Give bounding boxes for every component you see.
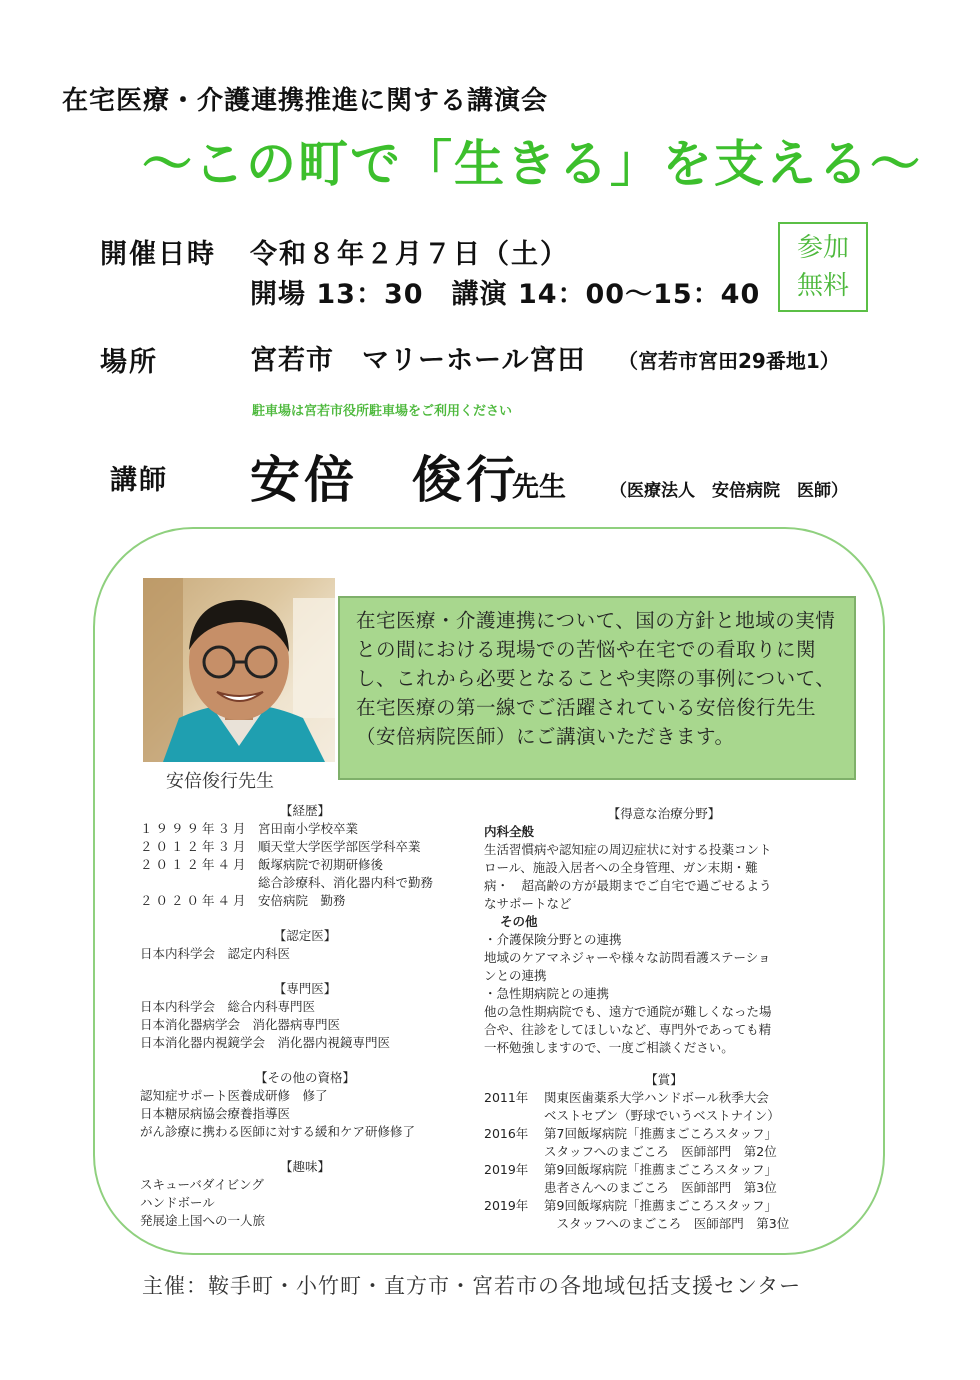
specialties-section: [484, 805, 844, 1057]
career-date: １９９９年３月: [140, 821, 249, 836]
specialist-item: 日本内科学会 総合内科専門医: [140, 999, 316, 1014]
award-line: スタッフへのまごころ 医師部門 第3位: [544, 1216, 790, 1231]
certified-item: 日本内科学会 認定内科医: [140, 946, 291, 961]
hobbies-section: [140, 1158, 470, 1230]
award-line: スタッフへのまごころ 医師部門 第2位: [544, 1144, 777, 1159]
specialty-line: 一杯勉強しますので、一度ご相談ください。: [484, 1040, 734, 1055]
event-date: 令和８年２月７日（土）: [250, 239, 569, 270]
photo-caption: 安倍俊行先生: [166, 771, 274, 792]
other-quals-item: 認知症サポート医養成研修 修了: [140, 1088, 328, 1103]
lecturer-name: 安倍 俊行: [250, 451, 520, 509]
specialty-line: ロール、施設入居者への全身管理、ガン末期・難: [484, 860, 758, 875]
event-title: ～この町で「生きる」を支える～: [142, 135, 922, 193]
other-quals-item: がん診療に携わる医師に対する緩和ケア研修修了: [140, 1124, 416, 1139]
hobby-item: ハンドボール: [140, 1195, 215, 1210]
hobbies-heading: 【趣味】: [279, 1159, 330, 1174]
other-quals-heading: 【その他の資格】: [254, 1070, 355, 1085]
event-subtitle: 在宅医療・介護連携推進に関する講演会: [62, 86, 549, 116]
specialty-line: なサポートなど: [484, 896, 572, 911]
specialist-item: 日本消化器内視鏡学会 消化器内視鏡専門医: [140, 1035, 391, 1050]
venue-label: 場所: [100, 347, 158, 378]
lecturer-photo: [143, 578, 335, 762]
venue-address: （宮若市宮田29番地1）: [618, 349, 840, 373]
career-text: 総合診療科、消化器内科で勤務: [258, 875, 434, 890]
career-heading: 【経歴】: [279, 803, 330, 818]
free-admission-badge: [778, 222, 868, 312]
award-year: 2019年: [484, 1162, 529, 1177]
certified-section: [140, 927, 470, 963]
internal-medicine-title: 内科全般: [484, 824, 535, 839]
date-label: 開催日時: [100, 239, 216, 270]
organizer: 主催：鞍手町・小竹町・直方市・宮若市の各地域包括支援センター: [142, 1274, 802, 1298]
award-year: 2019年: [484, 1198, 529, 1213]
specialty-line: 合や、往診をしてほしいなど、専門外であっても精: [484, 1022, 772, 1037]
lecturer-honorific: 先生: [512, 472, 566, 503]
specialty-line: 他の急性期病院でも、遠方で通院が難しくなった場: [484, 1004, 772, 1019]
career-date: ２０１２年４月: [140, 857, 249, 872]
award-year: 2011年: [484, 1090, 529, 1105]
intro-text: 在宅医療・介護連携について、国の方針と地域の実情との間における現場での苦悩や在宅での看取りに関し、これから必要となることや実際の事例について、在宅医療の第一線でご活躍されている安倍俊行先生（安倍病院医師）にご講演いただきます。: [356, 609, 836, 748]
award-line: 第9回飯塚病院「推薦まごころスタッフ」: [544, 1198, 777, 1213]
free-badge-line1: 参加: [796, 233, 849, 263]
career-text: 順天堂大学医学部医学科卒業: [258, 839, 421, 854]
specialist-item: 日本消化器病学会 消化器病専門医: [140, 1017, 341, 1032]
career-date: ２０２０年４月: [140, 893, 249, 908]
other-specialty-title: その他: [500, 914, 538, 929]
specialty-line: 生活習慣病や認知症の周辺症状に対する投薬コント: [484, 842, 772, 857]
career-date: [140, 874, 258, 892]
hobby-item: スキューバダイビング: [140, 1177, 264, 1192]
career-text: 宮田南小学校卒業: [258, 821, 359, 836]
other-quals-item: 日本糖尿病協会療養指導医: [140, 1106, 291, 1121]
intro-box: [338, 596, 856, 780]
specialty-line: ンとの連携: [484, 968, 547, 983]
free-badge-line2: 無料: [796, 271, 849, 301]
lecturer-portrait-icon: [143, 578, 335, 762]
specialty-line: 地域のケアマネジャーや様々な訪問看護ステーショ: [484, 950, 771, 965]
awards-heading: 【賞】: [645, 1072, 683, 1087]
award-line: 関東医歯薬系大学ハンドボール秋季大会: [544, 1090, 769, 1105]
other-quals-section: [140, 1069, 470, 1141]
specialty-line: 病・ 超高齢の方が最期までご自宅で過ごせるよう: [484, 878, 772, 893]
specialist-heading: 【専門医】: [273, 981, 337, 996]
certified-heading: 【認定医】: [273, 928, 337, 943]
venue-name: 宮若市 マリーホール宮田: [250, 345, 586, 376]
lecturer-affiliation: （医療法人 安倍病院 医師）: [610, 481, 848, 501]
event-times: 開場 13：30 講演 14：00～15：40: [250, 279, 761, 310]
award-line: 第7回飯塚病院「推薦まごころスタッフ」: [544, 1126, 777, 1141]
career-text: 飯塚病院で初期研修後: [258, 857, 384, 872]
hobby-item: 発展途上国への一人旅: [140, 1213, 266, 1228]
career-section: [140, 802, 470, 910]
award-year: 2016年: [484, 1126, 529, 1141]
specialty-line: ・介護保険分野との連携: [484, 932, 622, 947]
parking-note: 駐車場は宮若市役所駐車場をご利用ください: [252, 404, 513, 419]
awards-section: [484, 1071, 844, 1233]
lecturer-label: 講師: [110, 465, 168, 496]
career-date: ２０１２年３月: [140, 839, 249, 854]
specialties-heading: 【得意な治療分野】: [607, 806, 721, 821]
specialty-line: ・急性期病院との連携: [484, 986, 610, 1001]
award-line: 第9回飯塚病院「推薦まごころスタッフ」: [544, 1162, 777, 1177]
award-line: ベストセブン（野球でいうベストナイン）: [544, 1108, 780, 1123]
career-text: 安倍病院 勤務: [258, 893, 346, 908]
award-line: 患者さんへのまごころ 医師部門 第3位: [544, 1180, 777, 1195]
specialist-section: [140, 980, 470, 1052]
